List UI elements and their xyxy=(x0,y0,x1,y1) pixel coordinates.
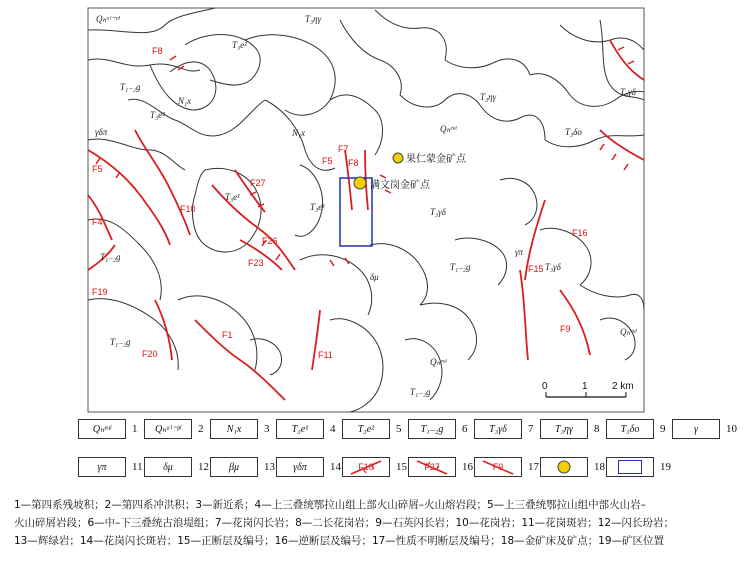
gold-deposit-marker xyxy=(354,177,366,189)
legend-number: 8 xyxy=(594,423,600,435)
fault-label: F8 xyxy=(348,158,359,168)
legend-item xyxy=(78,419,138,439)
fault-label: F8 xyxy=(152,46,163,56)
legend-number: 17 xyxy=(528,461,539,473)
unit-label: Qₕᵉᵘˡ xyxy=(620,327,637,337)
legend-symbol: γπ xyxy=(78,457,126,477)
faults xyxy=(88,40,644,400)
unit-label: T₁₋₂g xyxy=(110,337,131,347)
legend-symbol-gold-deposit xyxy=(540,457,588,477)
legend-symbol-unknown-fault: F9 xyxy=(474,457,522,477)
unit-label: T₃γδ xyxy=(620,87,636,97)
gold-deposit-label: 满文岗金矿点 xyxy=(370,180,430,191)
unit-label: δμ xyxy=(370,272,379,282)
legend-symbol: γ xyxy=(672,419,720,439)
legend-symbol: T₃δo xyxy=(606,419,654,439)
unit-label: Qₕᵉᵘˡ xyxy=(430,357,447,367)
legend-number: 12 xyxy=(198,461,209,473)
legend-item xyxy=(144,457,209,477)
legend-number: 11 xyxy=(132,461,143,473)
unit-label: T₃e² xyxy=(232,40,247,50)
legend-item xyxy=(408,457,473,477)
legend-symbol: Qₕᵃˡ⁻ᵖˡ xyxy=(144,419,192,439)
legend-symbol-normal-fault: F10 xyxy=(342,457,390,477)
legend-number: 13 xyxy=(264,461,275,473)
unit-label: T₃δo xyxy=(565,127,582,137)
map-legend xyxy=(78,419,737,489)
legend-item xyxy=(474,419,534,439)
legend-item xyxy=(342,419,402,439)
gold-deposit-label: 果仁蒙金矿点 xyxy=(406,154,466,165)
legend-number: 10 xyxy=(726,423,737,435)
fault-label: F16 xyxy=(572,228,588,238)
fault-label: F26 xyxy=(262,236,278,246)
fault-label: F1 xyxy=(222,330,233,340)
legend-number: 16 xyxy=(462,461,473,473)
fault-label: F7 xyxy=(338,144,349,154)
fault-label: F10 xyxy=(180,204,196,214)
scale-tick-label: 2 km xyxy=(612,381,634,392)
legend-number: 15 xyxy=(396,461,407,473)
legend-number: 19 xyxy=(660,461,671,473)
legend-item xyxy=(408,419,468,439)
legend-symbol: T₃e¹ xyxy=(276,419,324,439)
unit-label: T₃γδ xyxy=(430,207,446,217)
legend-symbol: T₃ηγ xyxy=(540,419,588,439)
legend-item xyxy=(342,457,407,477)
unit-label: T₃e¹ xyxy=(225,192,240,202)
legend-number: 14 xyxy=(330,461,341,473)
unit-label: N₁x xyxy=(178,96,192,106)
legend-item xyxy=(474,457,539,477)
legend-symbol-reverse-fault: F27 xyxy=(408,457,456,477)
gold-deposit-marker xyxy=(393,153,403,163)
legend-number: 2 xyxy=(198,423,204,435)
scale-tick-label: 1 xyxy=(582,381,588,392)
legend-item xyxy=(78,457,143,477)
fault-label: F20 xyxy=(142,349,158,359)
legend-symbol: N₁x xyxy=(210,419,258,439)
unit-label: T₃e² xyxy=(150,110,165,120)
unit-label: T₃e¹ xyxy=(310,202,325,212)
caption-line: 1—第四系残坡积；2—第四系冲洪积；3—新近系；4—上三叠统鄂拉山组上部火山碎屑–火山熔岩段；5—上三叠统鄂拉山组中部火山岩– xyxy=(14,499,646,511)
unit-label: γδπ xyxy=(95,127,108,137)
scale-tick-label: 0 xyxy=(542,381,548,392)
legend-symbol: γδπ xyxy=(276,457,324,477)
fault-label: F15 xyxy=(528,264,544,274)
unit-label: Qₕᵃˡ⁻ᵖˡ xyxy=(96,14,120,24)
fault-label: F4 xyxy=(92,217,103,227)
legend-number: 7 xyxy=(528,423,534,435)
legend-number: 9 xyxy=(660,423,666,435)
legend-item xyxy=(672,419,737,439)
legend-symbol: βμ xyxy=(210,457,258,477)
fault-label: F11 xyxy=(318,350,333,360)
unit-label: T₃γδ xyxy=(545,262,561,272)
legend-symbol-mine-area xyxy=(606,457,654,477)
legend-symbol: Qₕᵉᵘˡ xyxy=(78,419,126,439)
unit-labels xyxy=(95,14,637,397)
legend-number: 3 xyxy=(264,423,270,435)
unit-label: T₃ηγ xyxy=(305,14,322,24)
unit-label: T₁₋₂g xyxy=(120,82,141,92)
caption-line: 火山碎屑岩段；6—中–下三叠统古浪堤组；7—花岗闪长岩；8—二长花岗岩；9—石英闪长岩；10—花岗岩；11—花岗斑岩；12—闪长玢岩； xyxy=(14,517,675,529)
legend-number: 5 xyxy=(396,423,402,435)
legend-number: 1 xyxy=(132,423,138,435)
fault-label: F27 xyxy=(250,178,266,188)
unit-label: N₁x xyxy=(292,128,306,138)
fault-label: F5 xyxy=(322,156,333,166)
legend-number: 6 xyxy=(462,423,468,435)
legend-item xyxy=(276,419,336,439)
unit-label: γπ xyxy=(515,247,524,257)
legend-symbol: δμ xyxy=(144,457,192,477)
scale-bar xyxy=(542,381,634,397)
fault-label: F5 xyxy=(92,164,103,174)
unit-label: T₃ηγ xyxy=(480,92,497,102)
legend-symbol: T₃e² xyxy=(342,419,390,439)
legend-caption xyxy=(14,496,736,550)
legend-item xyxy=(144,419,204,439)
unit-label: T₁₋₂g xyxy=(450,262,471,272)
legend-symbol: T₃γδ xyxy=(474,419,522,439)
legend-item xyxy=(606,419,666,439)
mine-area-box xyxy=(340,178,372,246)
legend-item xyxy=(210,419,270,439)
unit-label: Qₕᵉᵘˡ xyxy=(440,124,457,134)
legend-symbol: T₁₋₂g xyxy=(408,419,456,439)
legend-number: 18 xyxy=(594,461,605,473)
fault-label: F19 xyxy=(92,287,108,297)
legend-item xyxy=(540,457,605,477)
legend-item xyxy=(606,457,671,477)
unit-label: T₁₋₂g xyxy=(410,387,431,397)
legend-number: 4 xyxy=(330,423,336,435)
caption-line: 13—辉绿岩；14—花岗闪长斑岩；15—正断层及编号；16—逆断层及编号；17—性质不明断层及编号；18—金矿床及矿点；19—矿区位置 xyxy=(14,535,665,547)
legend-item xyxy=(210,457,275,477)
legend-item xyxy=(540,419,600,439)
fault-label: F23 xyxy=(248,258,264,268)
unit-label: T₁₋₂g xyxy=(100,252,121,262)
legend-item xyxy=(276,457,341,477)
fault-label: F9 xyxy=(560,324,571,334)
